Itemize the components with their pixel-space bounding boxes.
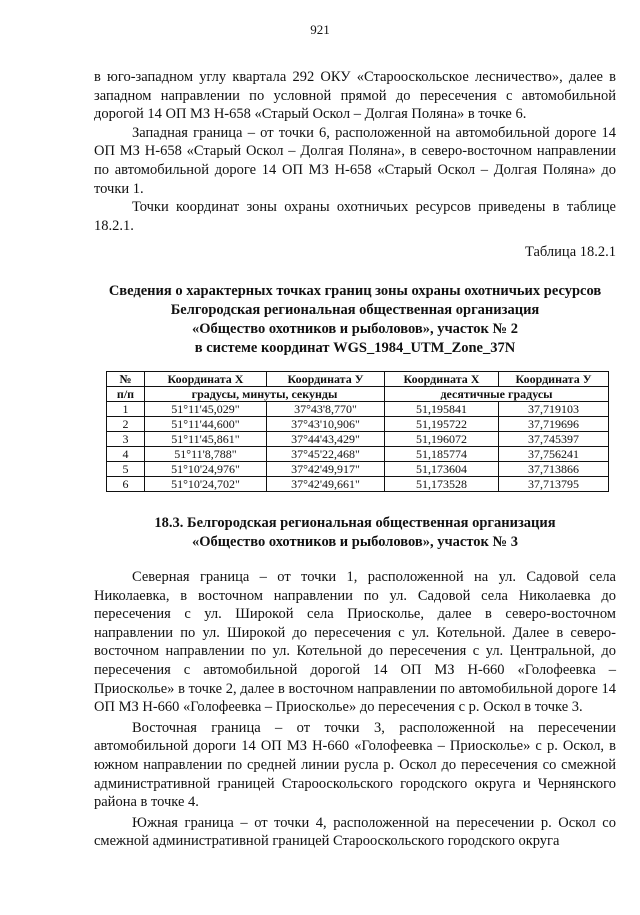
cell-x-dms: 51°11'8,788" (145, 447, 267, 462)
cell-y-dec: 37,713795 (499, 477, 609, 492)
paragraph: Южная граница – от точки 4, расположенной на пересечении р. Оскол со смежной административной границей Старооскольского городского округа (94, 814, 616, 850)
table-title-line: «Общество охотников и рыболовов», участок № 2 (192, 321, 518, 337)
cell-num: 2 (107, 417, 145, 432)
cell-y-dms: 37°43'8,770" (267, 402, 385, 417)
cell-y-dec: 37,756241 (499, 447, 609, 462)
table-title-line: Сведения о характерных точках границ зоны охраны охотничьих ресурсов (108, 283, 602, 299)
cell-x-dec: 51,173604 (385, 462, 499, 477)
cell-y-dec: 37,713866 (499, 462, 609, 477)
cell-num: 4 (107, 447, 145, 462)
header-dec-units: десятичные градусы (385, 387, 609, 402)
cell-num: 6 (107, 477, 145, 492)
cell-y-dec: 37,719696 (499, 417, 609, 432)
table-row (107, 417, 609, 432)
paragraph: Западная граница – от точки 6, расположенной на автомобильной дороге 14 ОП МЗ Н-658 «Старый Оскол – Долгая Поляна», в северо-восточном направлении по автомобильной дороге 14 ОП МЗ Н-658 «Старый Оскол – Долгая Поляна» до точки 1. (94, 124, 616, 197)
header-coord-x-dec: Координата X (385, 372, 499, 387)
cell-x-dec: 51,185774 (385, 447, 499, 462)
cell-x-dec: 51,173528 (385, 477, 499, 492)
cell-y-dms: 37°42'49,917" (267, 462, 385, 477)
cell-y-dec: 37,745397 (499, 432, 609, 447)
paragraph: Точки координат зоны охраны охотничьих ресурсов приведены в таблице 18.2.1. (94, 199, 616, 234)
cell-x-dms: 51°11'45,029" (145, 402, 267, 417)
cell-num: 5 (107, 462, 145, 477)
paragraph: Восточная граница – от точки 3, расположенной на пересечении автомобильной дороги 14 ОП МЗ Н-660 «Голофеевка – Приосколье» с р. Оскол, в южном направлении по средней линии русла р. Оскол до пересечения со смежной административной границей Старооскольского городского округа и Чернянского района в точке 4. (94, 719, 616, 811)
table-row (107, 432, 609, 447)
section-title-line: «Общество охотников и рыболовов», участок № 3 (192, 534, 518, 550)
table-row (107, 402, 609, 417)
header-num-sub: п/п (107, 387, 145, 402)
header-coord-x-dms: Координата X (145, 372, 267, 387)
table-row (107, 447, 609, 462)
section-title (94, 514, 616, 552)
cell-y-dec: 37,719103 (499, 402, 609, 417)
table-title-line: в системе координат WGS_1984_UTM_Zone_37N (194, 340, 516, 356)
page-number: 921 (310, 22, 330, 37)
header-dms-units: градусы, минуты, секунды (145, 387, 385, 402)
cell-x-dms: 51°10'24,702" (145, 477, 267, 492)
cell-y-dms: 37°43'10,906" (267, 417, 385, 432)
coordinates-table (106, 371, 609, 492)
cell-y-dms: 37°45'22,468" (267, 447, 385, 462)
section-title-line: 18.3. Белгородская региональная общественная организация (154, 515, 556, 531)
cell-num: 1 (107, 402, 145, 417)
top-text-block (94, 68, 616, 235)
header-coord-y-dms: Координата У (267, 372, 385, 387)
cell-y-dms: 37°42'49,661" (267, 477, 385, 492)
cell-x-dms: 51°11'44,600" (145, 417, 267, 432)
header-coord-y-dec: Координата У (499, 372, 609, 387)
cell-x-dms: 51°10'24,976" (145, 462, 267, 477)
bottom-text-block (94, 568, 616, 853)
header-num: № (107, 372, 145, 387)
cell-x-dec: 51,196072 (385, 432, 499, 447)
cell-num: 3 (107, 432, 145, 447)
table-title (94, 282, 616, 358)
cell-y-dms: 37°44'43,429" (267, 432, 385, 447)
table-row (107, 462, 609, 477)
table-title-line: Белгородская региональная общественная организация (170, 302, 540, 318)
cell-x-dms: 51°11'45,861" (145, 432, 267, 447)
cell-x-dec: 51,195841 (385, 402, 499, 417)
paragraph: в юго-западном углу квартала 292 ОКУ «Старооскольское лесничество», далее в западном направлении по условной прямой до пересечения с автомобильной дорогой 14 ОП МЗ Н-658 «Старый Оскол – Долгая Поляна» в точке 6. (94, 69, 616, 123)
cell-x-dec: 51,195722 (385, 417, 499, 432)
table-caption: Таблица 18.2.1 (524, 244, 616, 260)
table-row (107, 477, 609, 492)
paragraph: Северная граница – от точки 1, расположенной на ул. Садовой села Николаевка, в восточном направлении по ул. Садовой села Николаевка до пересечения с ул. Широкой села Приосколье, далее в северо-восточном направлении по ул. Широкой до пересечения с ул. Котельной. Далее в северо-восточном направлении по ул. Котельной до пересечения с ул. Центральной, до пересечения с автомобильной дорогой 14 ОП МЗ Н-660 «Голофеевка – Приосколье» в точке 2, далее в восточном направлении по автомобильной дороге 14 ОП МЗ Н-660 «Голофеевка – Приосколье» до пересечения с р. Оскол в точке 3. (94, 569, 616, 716)
